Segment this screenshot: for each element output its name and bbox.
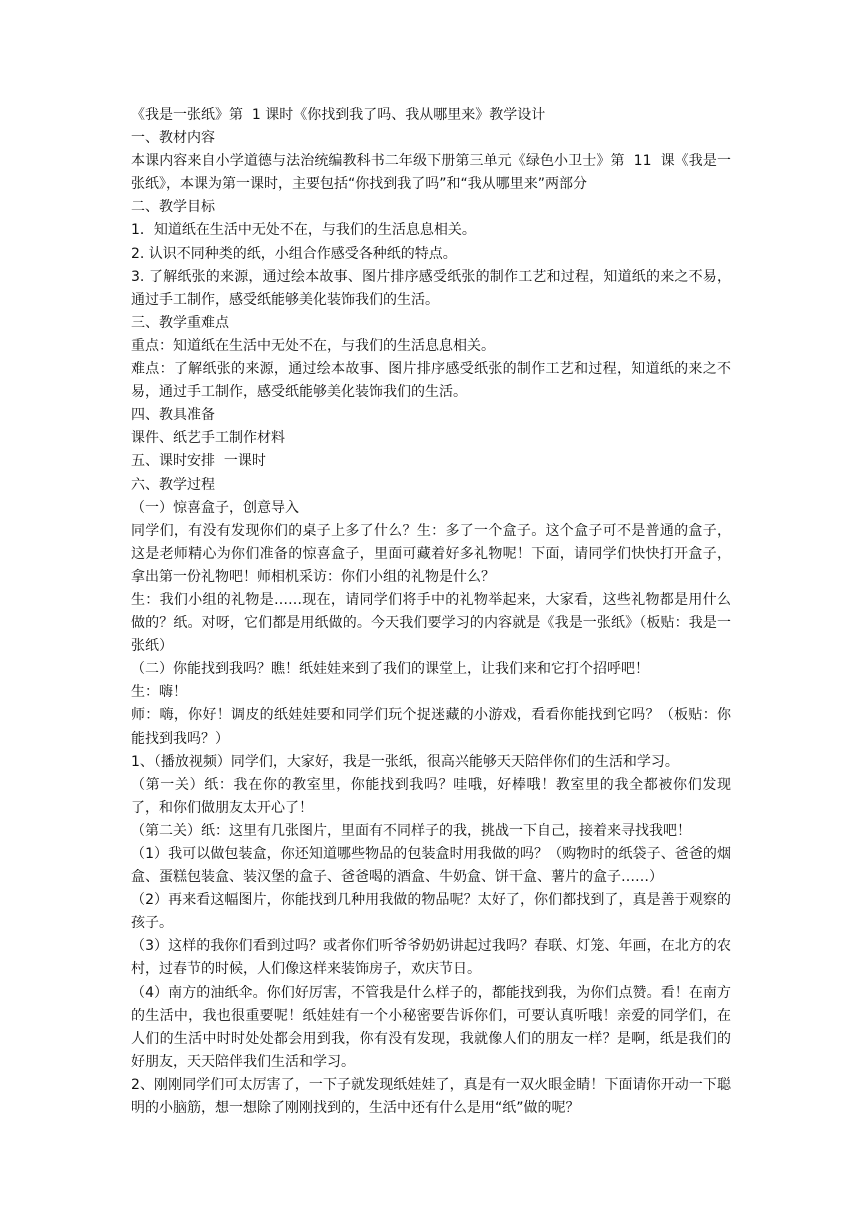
process-paragraph: 生：嗨！ [131, 684, 187, 701]
document-page [131, 104, 731, 1120]
objective-item-3: 3. 了解纸张的来源，通过绘本故事、图片排序感受纸张的制作工艺和过程，知道纸的来之不易，通过手工制作，感受纸能够美化装饰我们的生活。 [131, 268, 731, 308]
process-paragraph: 师：嗨，你好！调皮的纸娃娃要和同学们玩个捉迷藏的小游戏，看看你能找到它吗？（板贴：你能找到我吗？） [131, 707, 731, 747]
process-paragraph: （第一关）纸：我在你的教室里，你能找到我吗？哇哦，好棒哦！教室里的我全都被你们发现了，和你们做朋友太开心了！ [131, 776, 731, 816]
key-point-text: 重点：知道纸在生活中无处不在，与我们的生活息息相关。 [131, 337, 495, 354]
objective-item-2: 2. 认识不同种类的纸，小组合作感受各种纸的特点。 [131, 245, 457, 262]
process-paragraph: （第二关）纸：这里有几张图片，里面有不同样子的我，挑战一下自己，接着来寻找我吧！ [131, 822, 691, 839]
materials-text: 本课内容来自小学道德与法治统编教科书二年级下册第三单元《绿色小卫士》第 11 课《我是一张纸》，本课为第一课时，主要包括“你找到我了吗”和“我从哪里来”两部分 [131, 153, 731, 193]
process-paragraph: （4）南方的油纸伞。你们好厉害，不管我是什么样子的，都能找到我，为你们点赞。看！在南方的生活中，我也很重要呢！纸娃娃有一个小秘密要告诉你们，可要认真听哦！亲爱的同学们，在人们的生活中时时处处都会用到我，你有没有发现，我就像人们的朋友一样？是啊，纸是我们的好朋友，天天陪伴我们生活和学习。 [131, 984, 731, 1070]
process-paragraph: 2、刚刚同学们可太厉害了，一下子就发现纸娃娃了，真是有一双火眼金睛！下面请你开动一下聪明的小脑筋，想一想除了刚刚找到的，生活中还有什么是用“纸”做的呢？ [131, 1076, 731, 1117]
objective-item-1: 1．知道纸在生活中无处不在，与我们的生活息息相关。 [131, 222, 476, 239]
process-paragraph: （1）我可以做包装盒，你还知道哪些物品的包装盒时用我做的吗？（购物时的纸袋子、爸爸的烟盒、蛋糕包装盒、装汉堡的盒子、爸爸喝的酒盒、牛奶盒、饼干盒、薯片的盒子……） [131, 846, 731, 886]
section-heading-objectives: 二、教学目标 [131, 199, 215, 216]
process-paragraph: 生：我们小组的礼物是……现在，请同学们将手中的礼物举起来，大家看，这些礼物都是用什么做的？纸。对呀，它们都是用纸做的。今天我们要学习的内容就是《我是一张纸》（板贴：我是一张纸） [131, 591, 731, 655]
process-paragraph: （2）再来看这幅图片，你能找到几种用我做的物品呢？太好了，你们都找到了，真是善于观察的孩子。 [131, 892, 731, 932]
difficulty-text: 难点：了解纸张的来源，通过绘本故事、图片排序感受纸张的制作工艺和过程，知道纸的来之不易，通过手工制作，感受纸能够美化装饰我们的生活。 [131, 361, 731, 401]
section-heading-materials: 一、教材内容 [131, 130, 215, 147]
process-step-2-heading: （二）你能找到我吗？瞧！纸娃娃来到了我们的课堂上，让我们来和它打个招呼吧！ [131, 661, 649, 678]
process-paragraph: （3）这样的我你们看到过吗？或者你们听爷爷奶奶讲起过我吗？春联、灯笼、年画，在北方的农村，过春节的时候，人们像这样来装饰房子，欢庆节日。 [131, 938, 731, 978]
process-paragraph: 1、（播放视频）同学们，大家好，我是一张纸，很高兴能够天天陪伴你们的生活和学习。 [131, 753, 679, 770]
tools-text: 课件、纸艺手工制作材料 [131, 430, 285, 447]
section-heading-schedule: 五、课时安排 一课时 [131, 453, 266, 470]
section-heading-process: 六、教学过程 [131, 476, 215, 493]
section-heading-key-points: 三、教学重难点 [131, 314, 229, 331]
section-heading-tools: 四、教具准备 [131, 407, 215, 424]
document-title: 《我是一张纸》第 1 课时《你找到我了吗、我从哪里来》教学设计 [131, 107, 546, 123]
process-step-1-heading: （一）惊喜盒子，创意导入 [131, 499, 299, 516]
process-paragraph: 同学们，有没有发现你们的桌子上多了什么？生：多了一个盒子。这个盒子可不是普通的盒子，这是老师精心为你们准备的惊喜盒子，里面可藏着好多礼物呢！下面，请同学们快快打开盒子，拿出第一份礼物吧！师相机采访：你们小组的礼物是什么？ [131, 522, 731, 585]
